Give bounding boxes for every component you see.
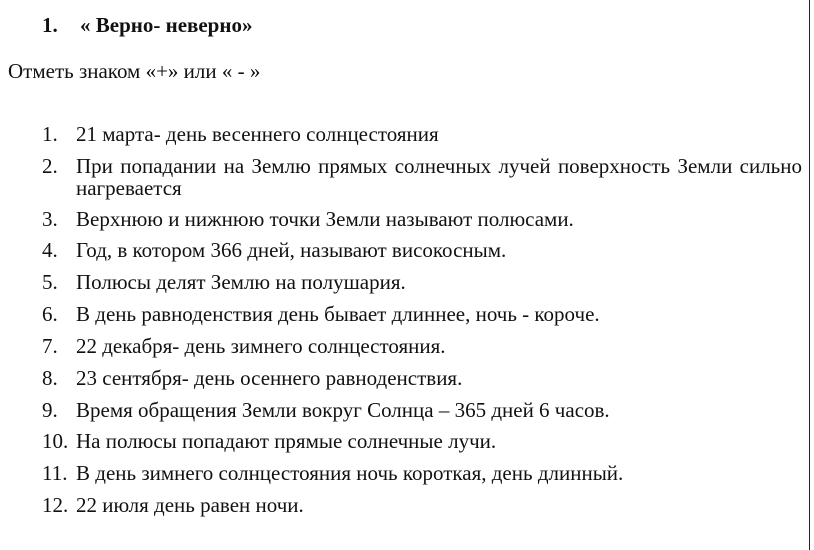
list-item-text: Время обращения Земли вокруг Солнца – 365 дней 6 часов. — [76, 398, 610, 422]
task-heading — [42, 13, 252, 38]
list-item-text: В день зимнего солнцестояния ночь короткая, день длинный. — [76, 461, 624, 485]
list-item-number: 6. — [42, 302, 58, 326]
list-item-text: 23 сентября- день осеннего равноденствия. — [76, 366, 463, 390]
list-item-number: 4. — [42, 238, 58, 262]
list-item-number: 1. — [42, 122, 58, 146]
list-item-number: 8. — [42, 366, 58, 390]
task-instruction: Отметь знаком «+» или « - » — [8, 59, 261, 83]
task-heading-number: 1. — [42, 13, 58, 37]
list-item-number: 2. — [42, 154, 58, 178]
list-item-text: 22 июля день равен ночи. — [76, 493, 304, 517]
list-item-number: 10. — [42, 429, 69, 453]
list-item-number: 7. — [42, 334, 58, 358]
task-heading-title: « Верно- неверно» — [80, 13, 253, 37]
page-right-border — [809, 0, 810, 550]
list-item-text: 22 декабря- день зимнего солнцестояния. — [76, 334, 446, 358]
list-item-text: При попадании на Землю прямых солнечных лучей поверхность Земли сильно нагревается — [76, 154, 802, 200]
list-item-text: Верхнюю и нижнюю точки Земли называют полюсами. — [76, 207, 574, 231]
list-item-number: 12. — [42, 493, 69, 517]
list-item-number: 3. — [42, 207, 58, 231]
list-item-text: На полюсы попадают прямые солнечные лучи. — [76, 429, 497, 453]
list-item-number: 11. — [42, 461, 68, 485]
list-item-text: В день равноденствия день бывает длиннее, ночь - короче. — [76, 302, 600, 326]
list-item-text: Полюсы делят Землю на полушария. — [76, 270, 406, 294]
list-item-number: 9. — [42, 398, 58, 422]
list-item-text: Год, в котором 366 дней, называют високосным. — [76, 238, 507, 262]
list-item-number: 5. — [42, 270, 58, 294]
list-item-text: 21 марта- день весеннего солнцестояния — [76, 122, 439, 146]
